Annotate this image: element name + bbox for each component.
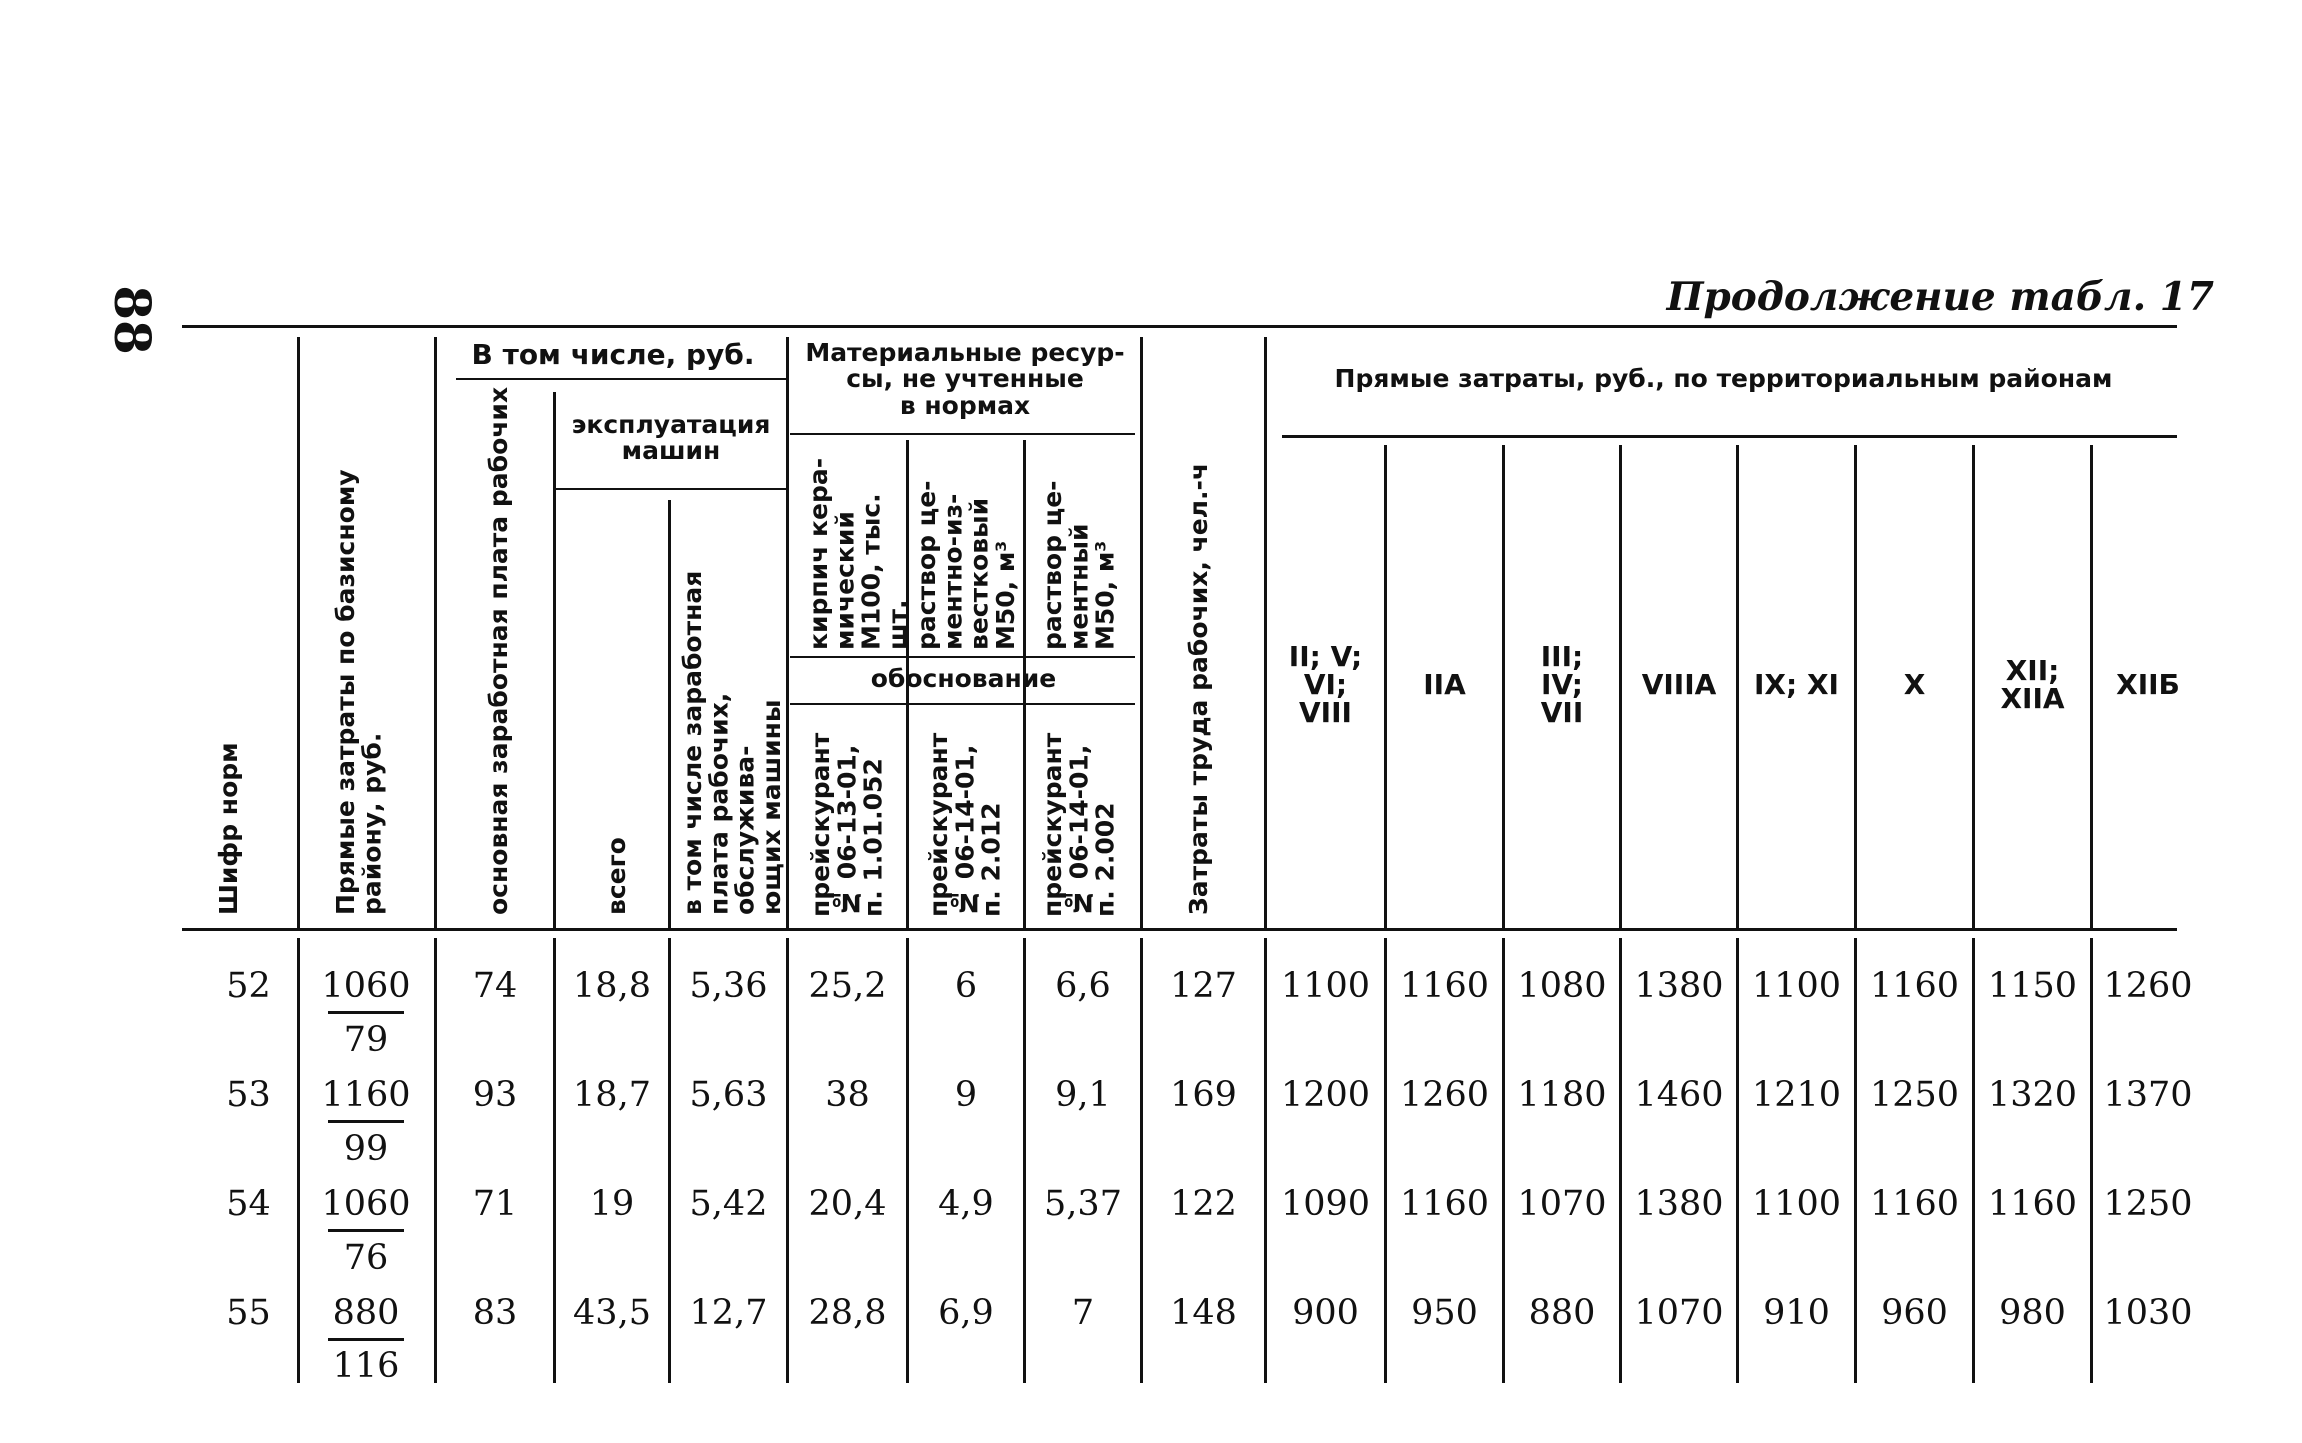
header-basis-3: прейскурант № 06-14-01, п. 2.002 <box>1038 732 1120 917</box>
header-machines-wage: в том числе заработная плата рабочих, обслужива- ющих машины <box>678 570 786 915</box>
row-55-region-6: 960 <box>1881 1293 1948 1333</box>
row-54-direct: 1060 <box>321 1184 411 1224</box>
materials-underline <box>790 433 1135 435</box>
row-54-mortar-lime: 4,9 <box>938 1184 994 1224</box>
row-54-region-3: 1070 <box>1517 1184 1607 1224</box>
row-52-region-4: 1380 <box>1634 966 1724 1006</box>
row-53-fraction-line <box>328 1120 404 1123</box>
row-54-fraction-line <box>328 1229 404 1232</box>
region-header-6: X <box>1903 668 1926 701</box>
row-55-machines-wage: 12,7 <box>689 1293 768 1333</box>
header-basis-1: прейскурант № 06-13-01, п. 1.01.052 <box>806 732 888 917</box>
header-basis: обоснование <box>870 664 1057 693</box>
header-mortar-cement: раствор це- ментный М50, м³ <box>1038 480 1120 650</box>
row-53-region-8: 1370 <box>2103 1075 2193 1115</box>
region-header-5: IX; XI <box>1754 668 1839 701</box>
vline-h-8 <box>1140 337 1143 929</box>
row-54-machines-total: 19 <box>589 1184 635 1224</box>
header-brick: кирпич кера- мический М100, тыс. шт. <box>804 457 912 650</box>
row-53-labor: 169 <box>1170 1075 1237 1115</box>
row-53-wage: 93 <box>472 1075 518 1115</box>
row-55-region-8: 1030 <box>2103 1293 2193 1333</box>
row-53-region-5: 1210 <box>1751 1075 1842 1115</box>
row-54-region-6: 1160 <box>1869 1184 1960 1224</box>
row-55-region-7: 980 <box>1999 1293 2066 1333</box>
row-55-mortar-cement: 7 <box>1071 1293 1095 1333</box>
row-53-mortar-lime: 9 <box>954 1075 978 1115</box>
header-machines-total: всего <box>602 837 631 915</box>
row-52-region-6: 1160 <box>1869 966 1960 1006</box>
row-53-machines-wage: 5,63 <box>689 1075 768 1115</box>
row-53-brick: 38 <box>825 1075 870 1115</box>
row-53-code: 53 <box>226 1075 271 1115</box>
row-55-wage: 83 <box>472 1293 518 1333</box>
row-54-region-5: 1100 <box>1751 1184 1842 1224</box>
row-52-code: 52 <box>226 966 271 1006</box>
header-labor: Затраты труда рабочих, чел.-ч <box>1184 462 1213 915</box>
header-code: Шифр норм <box>214 742 243 915</box>
row-52-mortar-lime: 6 <box>954 966 978 1006</box>
row-55-fraction-line <box>328 1338 404 1341</box>
machines-underline <box>553 488 786 490</box>
region-header-7: XII; XIIA <box>2000 654 2065 715</box>
top-rule <box>182 325 2177 328</box>
row-54-region-4: 1380 <box>1634 1184 1724 1224</box>
vline-h-4 <box>668 500 671 929</box>
row-53-mortar-cement: 9,1 <box>1055 1075 1111 1115</box>
header-including: В том числе, руб. <box>471 338 755 371</box>
row-53-region-1: 1200 <box>1280 1075 1371 1115</box>
row-54-labor: 122 <box>1170 1184 1237 1224</box>
row-53-sub: 99 <box>343 1129 389 1169</box>
row-54-code: 54 <box>226 1184 271 1224</box>
row-54-wage: 71 <box>472 1184 518 1224</box>
row-55-region-5: 910 <box>1763 1293 1830 1333</box>
row-52-sub: 79 <box>343 1020 389 1060</box>
row-55-region-1: 900 <box>1292 1293 1359 1333</box>
row-54-region-7: 1160 <box>1987 1184 2078 1224</box>
regions-underline <box>1282 435 2177 438</box>
vline-b-1 <box>297 938 300 1383</box>
row-53-direct: 1160 <box>321 1075 411 1115</box>
including-underline <box>456 378 786 380</box>
header-regions-title: Прямые затраты, руб., по территориальным районам <box>1334 364 2113 393</box>
row-54-machines-wage: 5,42 <box>689 1184 768 1224</box>
vline-h-5 <box>786 337 789 929</box>
row-52-machines-wage: 5,36 <box>689 966 768 1006</box>
row-53-machines-total: 18,7 <box>573 1075 651 1115</box>
row-53-region-3: 1180 <box>1517 1075 1607 1115</box>
row-55-mortar-lime: 6,9 <box>938 1293 994 1333</box>
region-header-2: IIA <box>1423 668 1466 701</box>
table-caption: Продолжение табл. 17 <box>1666 274 2214 320</box>
header-direct-base: Прямые затраты по базисному району, руб. <box>331 469 387 915</box>
row-55-brick: 28,8 <box>808 1293 887 1333</box>
vline-h-2 <box>434 337 437 929</box>
row-53-region-2: 1260 <box>1399 1075 1490 1115</box>
row-52-labor: 127 <box>1170 966 1237 1006</box>
row-55-machines-total: 43,5 <box>573 1293 651 1333</box>
row-52-fraction-line <box>328 1011 404 1014</box>
row-52-region-5: 1100 <box>1751 966 1842 1006</box>
header-bottom-rule <box>182 928 2177 931</box>
row-54-region-1: 1090 <box>1280 1184 1371 1224</box>
row-55-code: 55 <box>226 1293 271 1333</box>
basis-bottom-rule <box>790 703 1135 705</box>
row-52-region-8: 1260 <box>2103 966 2193 1006</box>
header-machines: эксплуатация машин <box>571 410 771 466</box>
region-header-3: III; IV; VII <box>1540 640 1584 729</box>
vline-h-1 <box>297 337 300 929</box>
row-55-direct: 880 <box>332 1293 400 1333</box>
row-53-region-7: 1320 <box>1987 1075 2078 1115</box>
region-header-1: II; V; VI; VIII <box>1288 640 1363 729</box>
row-55-sub: 116 <box>332 1346 400 1386</box>
header-wage: основная заработная плата рабочих <box>484 386 513 915</box>
row-55-region-3: 880 <box>1528 1293 1596 1333</box>
row-52-direct: 1060 <box>321 966 411 1006</box>
row-52-machines-total: 18,8 <box>573 966 651 1006</box>
row-54-region-2: 1160 <box>1399 1184 1490 1224</box>
region-header-8: XIIБ <box>2116 668 2180 701</box>
row-54-region-8: 1250 <box>2103 1184 2193 1224</box>
row-52-region-3: 1080 <box>1517 966 1607 1006</box>
vline-h-3 <box>553 392 556 929</box>
row-52-region-7: 1150 <box>1987 966 2078 1006</box>
header-mortar-lime: раствор це- ментно-из- вестковый М50, м³ <box>912 480 1020 650</box>
header-materials: Материальные ресур- сы, не учтенные в нормах <box>805 338 1125 420</box>
row-54-brick: 20,4 <box>808 1184 887 1224</box>
region-header-4: VIIIA <box>1641 668 1717 701</box>
row-55-region-2: 950 <box>1411 1293 1478 1333</box>
row-53-region-4: 1460 <box>1634 1075 1724 1115</box>
row-54-sub: 76 <box>343 1238 389 1278</box>
row-53-region-6: 1250 <box>1869 1075 1960 1115</box>
row-52-mortar-cement: 6,6 <box>1055 966 1111 1006</box>
row-52-wage: 74 <box>472 966 518 1006</box>
row-54-mortar-cement: 5,37 <box>1044 1184 1122 1224</box>
row-55-labor: 148 <box>1170 1293 1237 1333</box>
row-52-brick: 25,2 <box>808 966 887 1006</box>
basis-top-rule <box>790 656 1135 658</box>
row-52-region-1: 1100 <box>1280 966 1371 1006</box>
header-basis-2: прейскурант № 06-14-01, п. 2.012 <box>924 732 1006 917</box>
row-55-region-4: 1070 <box>1634 1293 1724 1333</box>
page-number: 88 <box>103 285 162 355</box>
row-52-region-2: 1160 <box>1399 966 1490 1006</box>
